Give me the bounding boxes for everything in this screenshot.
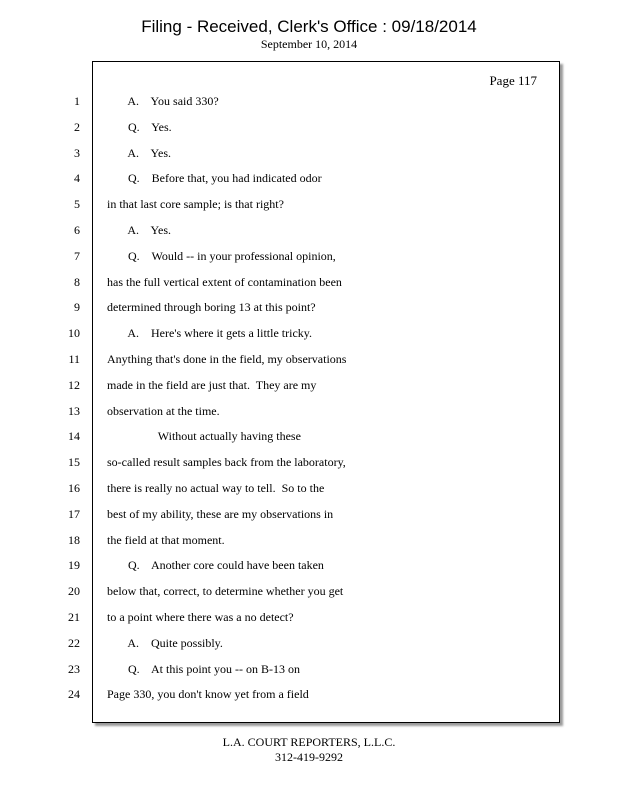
transcript-line: A. Yes.	[107, 223, 172, 237]
line-number: 18	[68, 533, 80, 547]
transcript-line: Q. Another core could have been taken	[107, 558, 324, 572]
line-number: 9	[74, 300, 80, 314]
transcript-line: to a point where there was a no detect?	[107, 610, 294, 624]
transcript-line: Without actually having these	[107, 429, 301, 443]
transcript-line: Q. At this point you -- on B-13 on	[107, 662, 301, 676]
line-number: 2	[74, 120, 80, 134]
transcript-line: observation at the time.	[107, 404, 220, 418]
line-number: 14	[68, 429, 80, 443]
page-number: Page 117	[489, 73, 537, 88]
footer-company: L.A. COURT REPORTERS, L.L.C.	[222, 735, 396, 749]
line-number: 11	[68, 352, 80, 366]
line-number: 3	[74, 146, 80, 160]
transcript-line: has the full vertical extent of contamination been	[107, 275, 342, 289]
line-number: 15	[68, 455, 80, 469]
line-number: 19	[68, 558, 80, 572]
transcript-line: Anything that's done in the field, my observations	[107, 352, 347, 366]
transcript-line: Q. Before that, you had indicated odor	[107, 171, 322, 185]
line-number: 12	[68, 378, 80, 392]
line-number: 21	[68, 610, 80, 624]
transcript-line: A. Here's where it gets a little tricky.	[107, 326, 312, 340]
footer-phone: 312-419-9292	[275, 750, 343, 764]
line-number: 5	[74, 197, 80, 211]
transcript-line: best of my ability, these are my observations in	[107, 507, 334, 521]
line-number: 23	[68, 662, 80, 676]
line-number: 13	[68, 404, 80, 418]
line-number: 4	[74, 171, 80, 185]
line-number: 20	[68, 584, 80, 598]
line-number: 24	[68, 687, 80, 701]
line-number: 8	[74, 275, 80, 289]
transcript-line: the field at that moment.	[107, 533, 225, 547]
transcript-line: determined through boring 13 at this point?	[107, 300, 316, 314]
line-number: 7	[74, 249, 80, 263]
filing-stamp: Filing - Received, Clerk's Office : 09/18/2014	[141, 17, 477, 36]
transcript-line: made in the field are just that. They are my	[107, 378, 317, 392]
line-number: 16	[68, 481, 80, 495]
transcript-line: Q. Yes.	[107, 120, 172, 134]
transcript-line: there is really no actual way to tell. So to the	[107, 481, 325, 495]
transcript-line: A. Quite possibly.	[107, 636, 223, 650]
line-number: 10	[68, 326, 80, 340]
line-number: 22	[68, 636, 80, 650]
line-number: 6	[74, 223, 80, 237]
line-number: 1	[74, 94, 80, 108]
transcript-line: A. Yes.	[107, 146, 172, 160]
deposition-date: September 10, 2014	[260, 37, 358, 51]
transcript-line: Page 330, you don't know yet from a field	[107, 687, 309, 701]
transcript-line: A. You said 330?	[107, 94, 219, 108]
transcript-line: so-called result samples back from the laboratory,	[107, 455, 346, 469]
transcript-line: Q. Would -- in your professional opinion,	[107, 249, 336, 263]
transcript-line: below that, correct, to determine whether you get	[107, 584, 344, 598]
line-number: 17	[68, 507, 80, 521]
transcript-line: in that last core sample; is that right?	[107, 197, 284, 211]
